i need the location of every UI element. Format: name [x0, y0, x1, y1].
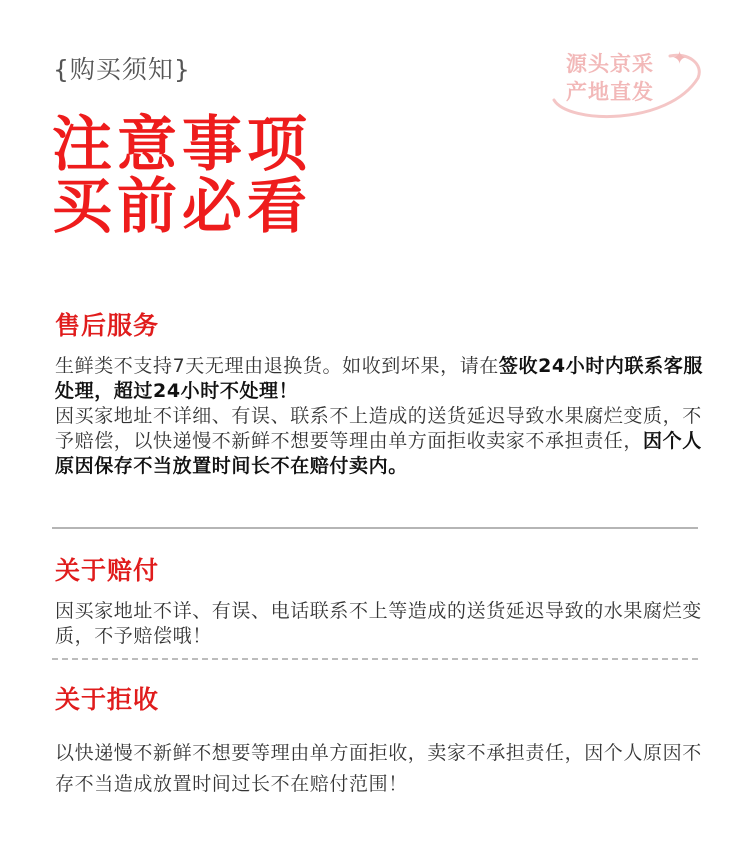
body-text: 因买家地址不详细、有误、联系不上造成的送货延迟导致水果腐烂变质，不予赔偿，以快递慢不新鲜不想要等理由单方面拒收卖家不承担责任， [55, 405, 702, 452]
title-line-2: 买前必看 [52, 172, 312, 242]
section-compensation [55, 551, 705, 649]
notice-kicker: {购买须知} [53, 55, 191, 84]
divider-solid [52, 527, 698, 529]
body-text: 生鲜类不支持7天无理由退换货。如收到坏果，请在 [55, 355, 499, 377]
page-title [52, 110, 312, 242]
origin-stamp-watermark [548, 38, 708, 128]
section-body: 因买家地址不详、有误、电话联系不上等造成的送货延迟导致的水果腐烂变质，不予赔偿哦！ [55, 600, 702, 647]
stamp-line-2: 产地直发 [566, 80, 654, 104]
section-body: 以快递慢不新鲜不想要等理由单方面拒收，卖家不承担责任，因个人原因不存不当造成放置时间过长不在赔付范围！ [55, 742, 702, 795]
section-heading: 售后服务 [55, 311, 160, 340]
body-bold-text: 因个人原因保存不当放置时间长不在赔付卖内。 [55, 430, 702, 477]
section-after-sales [55, 306, 705, 479]
body-bold-text: 签收24小时内联系客服处理，超过24小时不处理！ [55, 355, 703, 402]
stamp-line-1: 源头京采 [566, 52, 654, 76]
sparkle-icon: ✦ [672, 48, 688, 69]
divider-dashed [52, 658, 698, 660]
section-heading: 关于赔付 [55, 556, 160, 585]
title-line-1: 注意事项 [52, 110, 312, 180]
section-body [55, 354, 705, 479]
section-heading: 关于拒收 [55, 685, 160, 714]
section-refusal [55, 680, 705, 800]
